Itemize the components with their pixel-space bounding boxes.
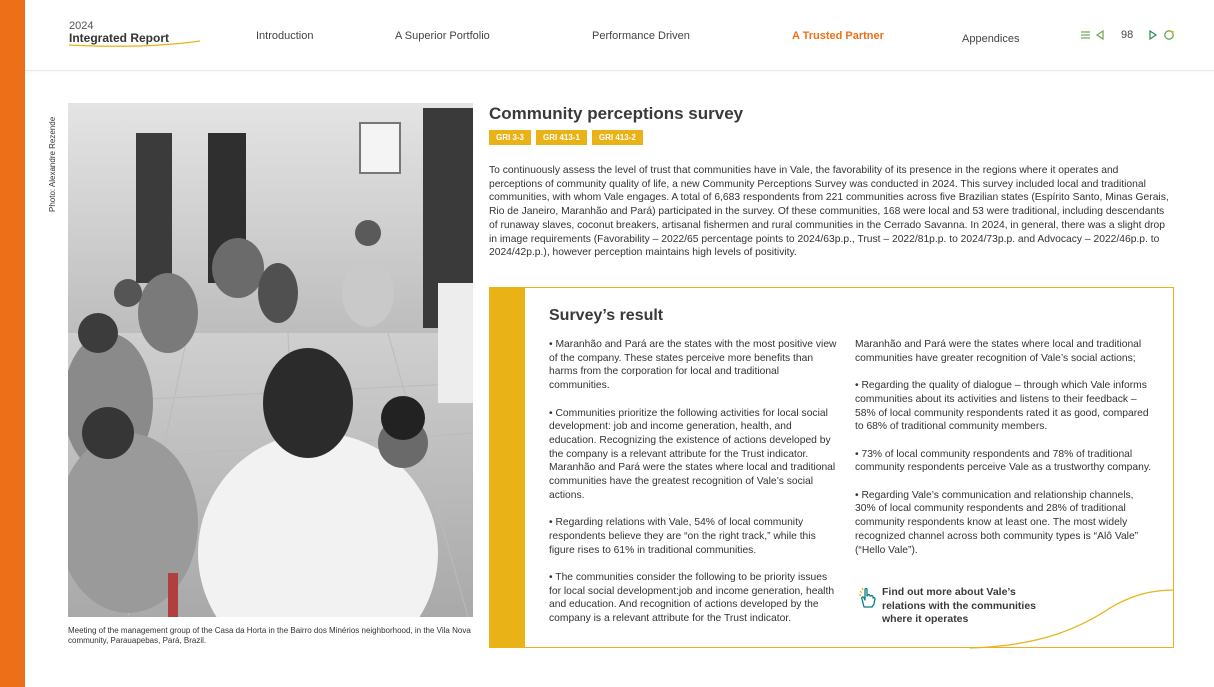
result-bullet: • 73% of local community respondents and 78% of traditional community respondents perceive Vale as a trustworthy company. xyxy=(855,448,1152,474)
section-title: Community perceptions survey xyxy=(489,104,744,123)
find-out-more-link[interactable]: Find out more about Vale’s relations with the communities where it operates xyxy=(882,586,1037,625)
intro-paragraph: To continuously assess the level of trust that communities have in Vale, the favorability of its presence in the regions where it operates and perceptions of community quality of life, a new Community Perceptions Survey was conducted in 2024. This survey included local and traditional communities, with whom Vale engages. A total of 6,683 respondents from 221 communities across five Brazilian states (Espírito Santo, Minas Gerais, Rio de Janeiro, Maranhão and Pará) participated in the survey. Of these communities, 168 were local and 53 were traditional, including descendants of runaway slaves, coconut breakers, artisanal fishermen and rural communities in the Cerrado Savanna. In 2024, in general, there was a slight drop in image requirements (Favorability – 2022/65 percentage points to 2024/63p.p., Trust – 2022/81p.p. to 2024/73p.p. and Advocacy – 2022/46p.p. to 2024/42p.p.), however perception maintains high levels of positivity. xyxy=(489,165,1169,259)
photo-caption: Meeting of the management group of the Casa da Horta in the Bairro dos Minérios neighborhood, in the Vila Nova community, Parauapebas, Pará, Brazil. xyxy=(68,626,471,645)
gri-tag[interactable]: GRI 3-3 xyxy=(489,130,531,145)
gri-tag-list xyxy=(489,130,643,145)
result-title: Survey’s result xyxy=(549,307,664,324)
result-bullet: • Maranhão and Pará are the states with the most positive view of the company. These states perceive more benefits than harms from the corporation for local and traditional communities. xyxy=(549,339,837,392)
result-bullet: • Regarding the quality of dialogue – through which Vale informs communities about its activities and listens to their feedback – 58% of local community respondents rated it as good, compared to 68% of traditional community members. xyxy=(855,380,1149,433)
nav-appendices[interactable]: Appendices xyxy=(962,33,1020,45)
result-bullet: • Regarding Vale’s communication and relationship channels, 30% of local community respondents and 28% of traditional community respondents know at least one. The most widely recognized channel across both community types is “Alô Vale” (“Hello Vale”). xyxy=(855,489,1139,556)
logo-title: Integrated Report xyxy=(69,31,170,45)
page-number: 98 xyxy=(1121,29,1134,41)
survey-result-box xyxy=(489,287,1174,648)
result-bullet: Maranhão and Pará were the states where local and traditional communities have greater recognition of Vale’s social actions; xyxy=(855,339,1142,364)
photo-credit: Photo: Alexandre Rezende xyxy=(48,116,57,212)
gri-tag[interactable]: GRI 413-1 xyxy=(536,130,587,145)
logo-swoosh-icon xyxy=(68,38,202,48)
photo-illustration xyxy=(68,103,473,617)
result-bullet: • Regarding relations with Vale, 54% of local community respondents believe they are “on the right track,” while this figure rises to 61% in traditional communities. xyxy=(549,517,816,556)
result-accent-bar xyxy=(490,288,525,647)
gri-tag[interactable]: GRI 413-2 xyxy=(592,130,643,145)
logo-year: 2024 xyxy=(69,20,94,32)
result-column-left xyxy=(549,338,839,639)
result-bullet: • Communities prioritize the following activities for local social development: job and income generation, health, and education. Recognizing the existence of actions developed by the company is a relevant attribute for the Trust indicator. Maranhão and Pará were the states where local and traditional communities have the greatest recognition of Vale’s social actions. xyxy=(549,407,836,501)
home-icon[interactable] xyxy=(1163,29,1175,41)
pointing-hand-icon xyxy=(857,587,877,609)
top-navigation-bar xyxy=(25,0,1214,71)
nav-introduction[interactable]: Introduction xyxy=(256,30,314,42)
prev-page-icon[interactable] xyxy=(1094,29,1106,41)
result-column-right xyxy=(855,338,1153,571)
community-meeting-photo xyxy=(68,103,473,617)
result-bullet: • The communities consider the following to be priority issues for local social development:job and income generation, health and education. And recognition of actions developed by the company is a relevant attribute for the Trust indicator. xyxy=(549,571,835,625)
nav-trusted-partner[interactable]: A Trusted Partner xyxy=(792,30,884,42)
decorative-curve xyxy=(970,588,1175,649)
menu-icon[interactable] xyxy=(1080,29,1092,41)
side-accent-stripe xyxy=(0,0,25,687)
nav-performance-driven[interactable]: Performance Driven xyxy=(592,30,690,42)
nav-superior-portfolio[interactable]: A Superior Portfolio xyxy=(395,30,490,42)
next-page-icon[interactable] xyxy=(1147,29,1159,41)
